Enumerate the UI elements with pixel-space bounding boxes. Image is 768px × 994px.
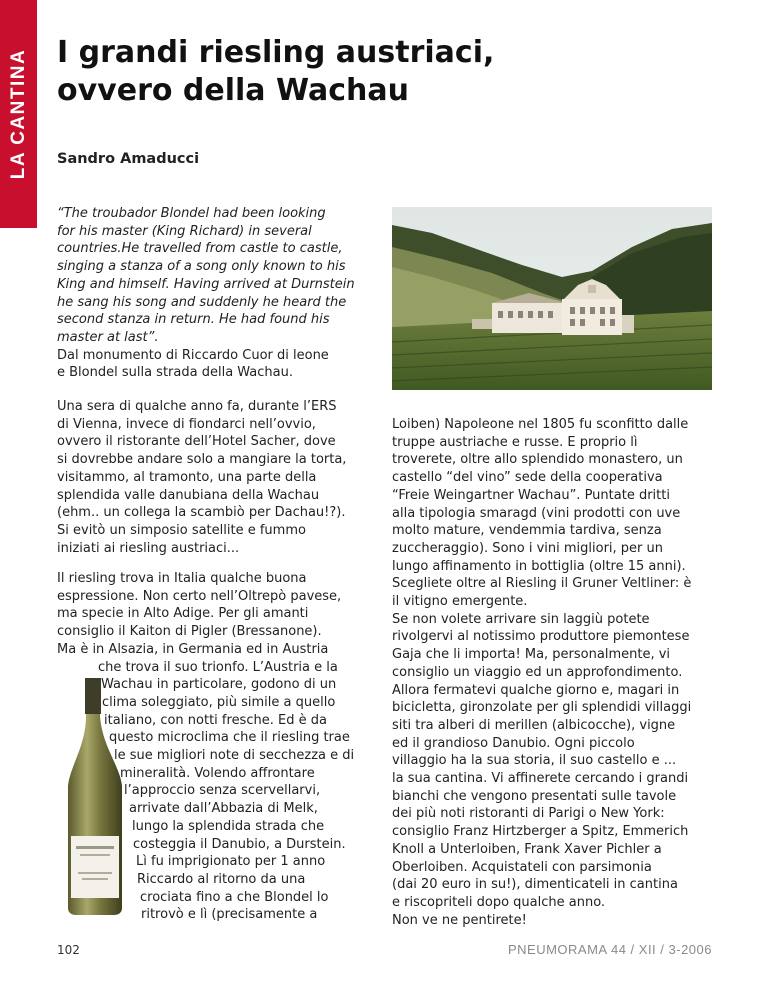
text-line: e riscopriteli dopo qualche anno. [392,894,606,910]
text-line: Wachau in particolare, godono di un [101,677,337,693]
text-line: consiglio un viaggio ed un approfondimento. [392,664,683,680]
text-line: visitammo, al tramonto, una parte della [57,469,317,485]
text-line: lungo affinamento in bottiglia (oltre 15 anni). [392,558,686,574]
text-line: Non ve ne pentirete! [392,912,527,928]
quote-line: singing a stanza of a song only known to his [57,259,346,275]
text-line: ovvero il ristorante dell’Hotel Sacher, dove [57,434,336,450]
text-line: molto mature, vendemmia tardiva, senza [392,523,662,539]
text-line: Knoll a Unterloiben, Frank Xaver Pichler a [392,841,662,857]
quote-source-line: e Blondel sulla strada della Wachau. [57,365,293,381]
text-line: Si evitò un simposio satellite e fummo [57,522,306,538]
text-line: ma specie in Alto Adige. Per gli amanti [57,606,309,622]
text-line: truppe austriache e russe. E proprio lì [392,434,638,450]
text-line: questo microclima che il riesling trae [109,730,350,746]
author-name: Sandro Amaducci [57,151,200,167]
text-line: splendida valle danubiana della Wachau [57,487,320,503]
text-line: che trova il suo trionfo. L’Austria e la [98,659,338,675]
section-tab-label: LA CANTINA [7,48,29,180]
quote-source [57,347,387,382]
text-line: villaggio ha la sua storia, il suo castello e ... [392,753,677,769]
text-line: il vitigno emergente. [392,594,528,610]
title-line: I grandi riesling austriaci, [57,35,495,70]
text-line: Una sera di qualche anno fa, durante l’ERS [57,399,337,414]
text-line: Lì fu imprigionato per 1 anno [136,854,326,870]
text-line: Gaja che li importa! Ma, personalmente, vi [392,647,671,663]
quote-source-line: Dal monumento di Riccardo Cuor di leone [57,347,329,363]
quote-line: “The troubador Blondel had been looking [57,206,326,221]
text-line: l’approccio senza scervellarvi, [124,783,321,799]
text-line: (ehm.. un collega la scambiò per Dachau!?). [57,505,346,521]
page-number: 102 [57,943,80,957]
quote-text [57,205,387,347]
text-line: ritrovò e lì (precisamente a [141,907,318,923]
epigraph-quote [57,205,387,382]
text-line: troverete, oltre allo splendido monastero, un [392,452,683,468]
article-title [57,34,617,110]
text-line: arrivate dall’Abbazia di Melk, [129,801,318,817]
paragraph-intro [57,398,387,557]
text-line: Allora fermatevi qualche giorno e, magari in [392,682,680,698]
text-line: bianchi che vengono presentati sulle tavole [392,788,677,804]
quote-line: countries.He travelled from castle to castle, [57,241,343,257]
text-line: di Vienna, invece di fiondarci nell’ovvio, [57,416,316,432]
text-line: alla tipologia smaragd (vini prodotti con uve [392,505,681,521]
text-line: la sua cantina. Vi affinerete cercando i grandi [392,771,689,787]
text-line: mineralità. Volendo affrontare [120,765,315,781]
text-line: Ma è in Alsazia, in Germania ed in Austria [57,641,329,657]
wachau-vineyard-photo [392,207,712,390]
text-line: consiglio il Kaiton di Pigler (Bressanone). [57,624,322,640]
text-line: siti tra alberi di merillen (albicocche), vigne [392,717,676,733]
text-line: bicicletta, gironzolate per gli splendidi villaggi [392,700,692,716]
text-line: Il riesling trova in Italia qualche buona [57,571,307,586]
text-line: iniziati ai riesling austriaci... [57,540,240,556]
title-line: ovvero della Wachau [57,73,410,108]
text-line: consiglio Franz Hirtzberger a Spitz, Emmerich [392,824,689,840]
quote-line: King and himself. Having arrived at Durnstein [57,276,355,292]
magazine-footer: PNEUMORAMA 44 / XII / 3-2006 [507,942,712,957]
text-line: si dovrebbe andare solo a mangiare la torta, [57,452,347,468]
text-line: castello “del vino” sede della cooperativa [392,470,663,486]
quote-line: he sang his song and suddenly he heard the [57,294,347,310]
text-line: Se non volete arrivare sin laggiù potete [392,611,650,627]
text-line: crociata fino a che Blondel lo [140,889,329,905]
text-line: Scegliete oltre al Riesling il Gruner Veltliner: è [392,576,692,592]
text-line: Loiben) Napoleone nel 1805 fu sconfitto dalle [392,417,689,432]
text-line: italiano, con notti fresche. Ed è da [104,712,327,728]
text-line: (dai 20 euro in su!), dimenticateli in cantina [392,877,678,893]
text-line: espressione. Non certo nell’Oltrepò pavese, [57,588,342,604]
text-line: le sue migliori note di secchezza e di [114,748,355,764]
text-line: rivolgervi al notissimo produttore piemontese [392,629,690,645]
quote-line: master at last”. [57,329,159,345]
section-tab [0,0,37,228]
text-line: dei più noti ristoranti di Parigi o New York: [392,806,665,822]
text-line: Riccardo al ritorno da una [137,871,306,887]
text-line: clima soleggiato, più simile a quello [102,694,336,710]
quote-line: second stanza in return. He had found his [57,312,330,328]
text-line: lungo la splendida strada che [132,818,325,834]
quote-line: for his master (King Richard) in several [57,223,312,239]
text-line: costeggia il Danubio, a Durstein. [133,836,346,852]
wine-bottle-image [58,676,134,916]
text-line: zuccheraggio). Sono i vini migliori, per un [392,540,664,556]
text-line: ed il grandioso Danubio. Ogni piccolo [392,735,635,751]
text-line: Oberloiben. Acquistateli con parsimonia [392,859,652,875]
right-column-text [392,416,722,929]
text-line: “Freie Weingartner Wachau”. Puntate dritti [392,487,670,503]
